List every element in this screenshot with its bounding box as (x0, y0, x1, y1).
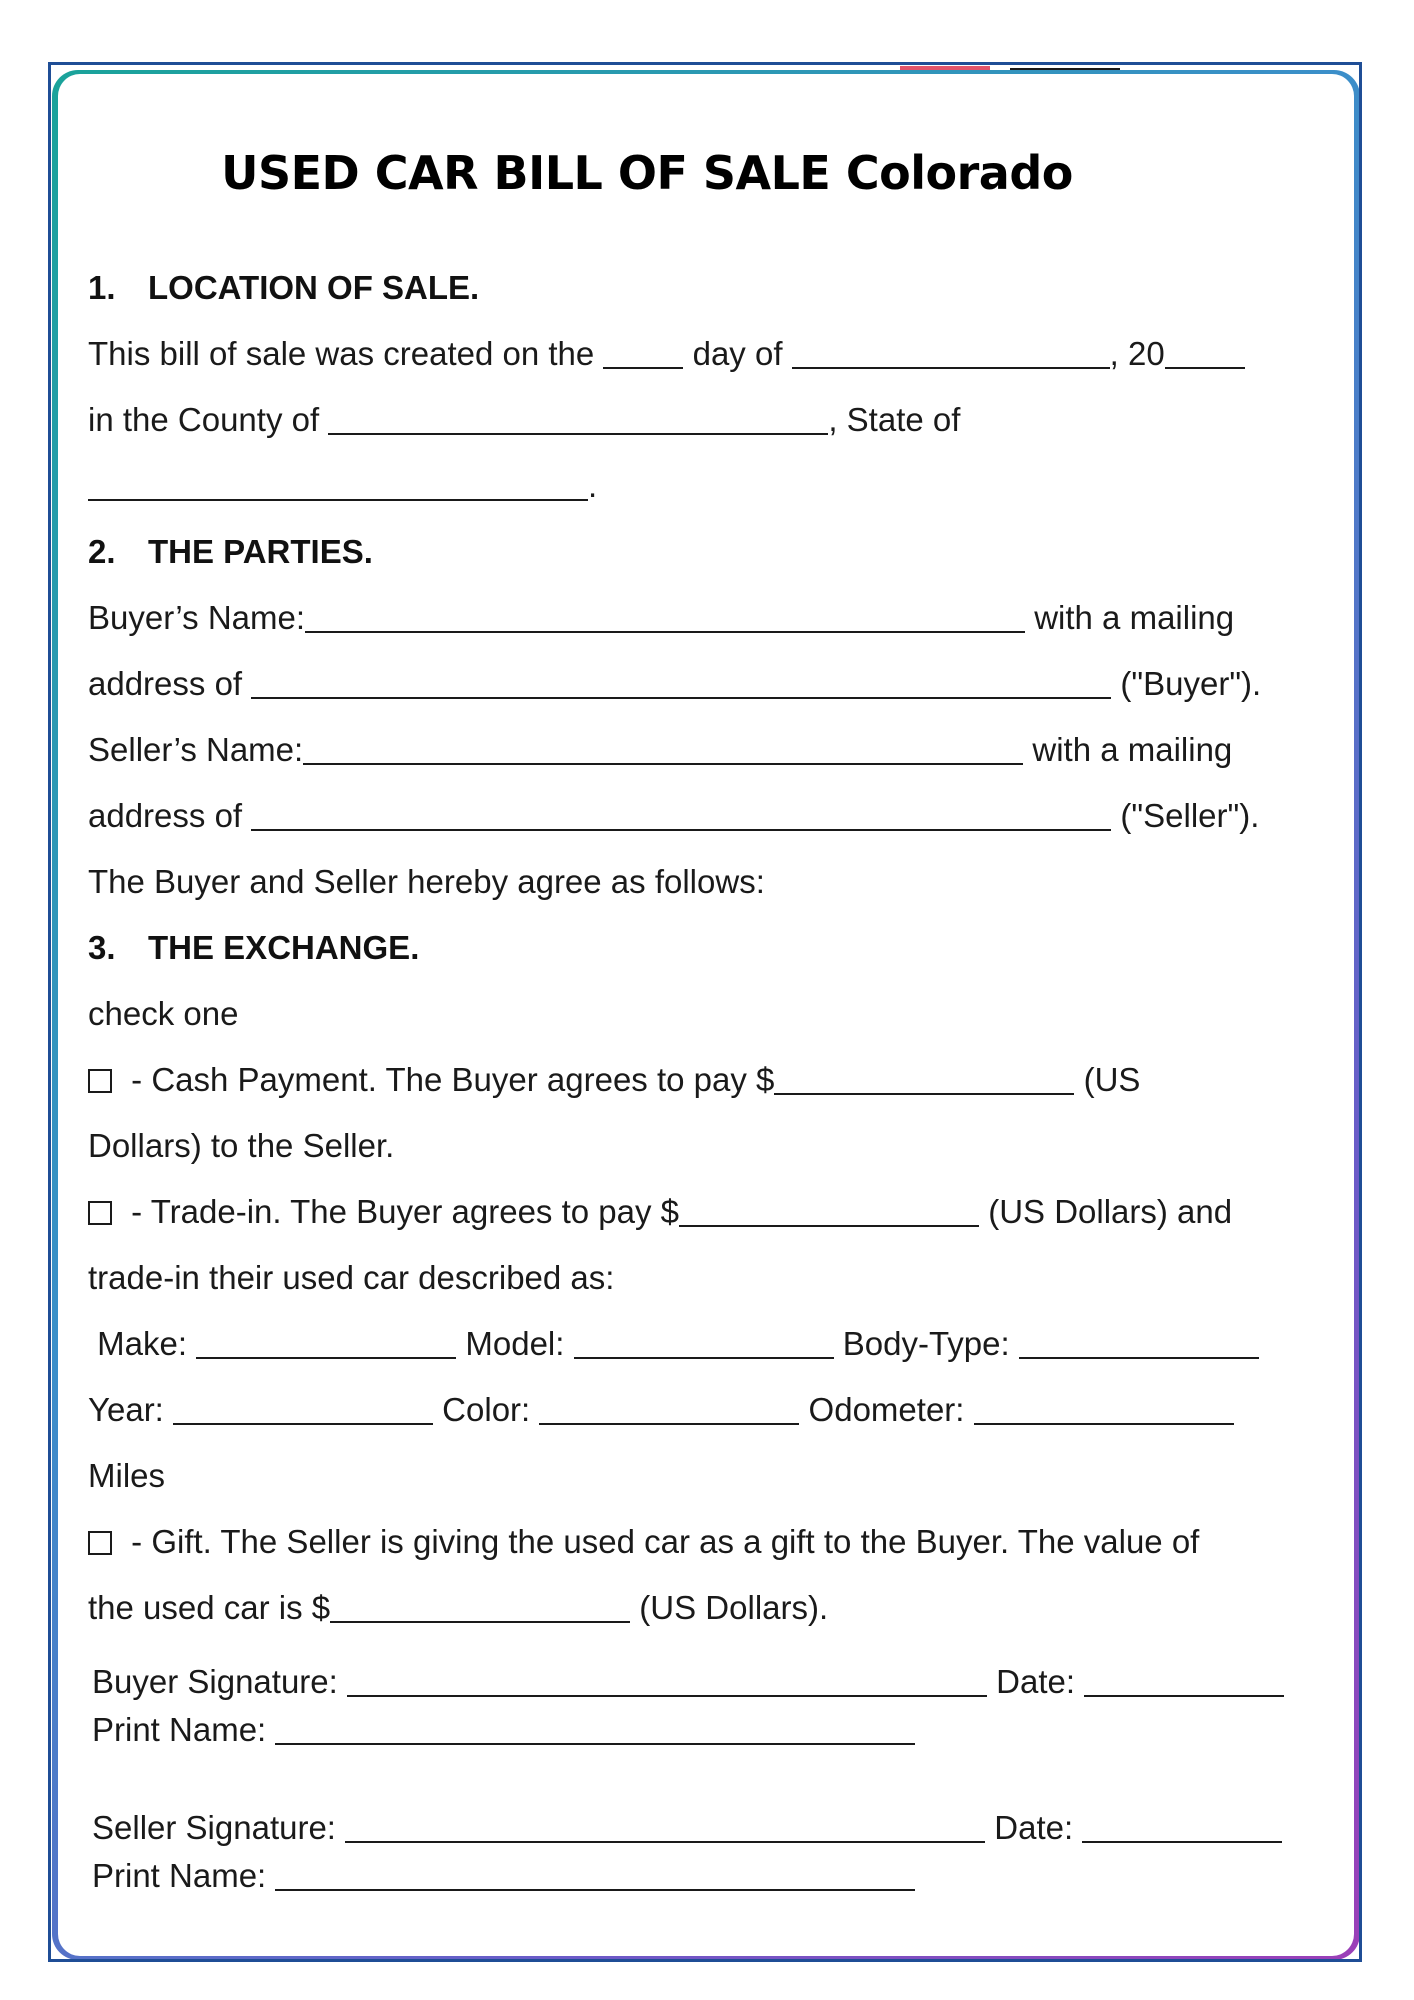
text-line: check one (88, 995, 239, 1032)
text: (US (1074, 1061, 1141, 1098)
text: ("Seller"). (1111, 797, 1260, 834)
text-line: The Buyer and Seller hereby agree as follows: (88, 863, 765, 900)
seller-address-field[interactable] (251, 799, 1111, 831)
seller-date-field[interactable] (1082, 1811, 1282, 1843)
text-line (88, 1390, 1234, 1430)
text: ("Buyer"). (1111, 665, 1262, 702)
buyer-address-field[interactable] (251, 667, 1111, 699)
text: , 20 (1109, 335, 1165, 372)
text: (US Dollars) and (979, 1193, 1233, 1230)
section-heading (88, 532, 373, 572)
text: Print Name: (92, 1857, 276, 1894)
buyer-signature-field[interactable] (347, 1665, 987, 1697)
text: Model: (456, 1325, 574, 1362)
text-line (88, 664, 1261, 704)
text-line (88, 1324, 1259, 1364)
gift-value-field[interactable] (330, 1591, 630, 1623)
text: Date: (985, 1809, 1083, 1846)
seller-signature-field[interactable] (345, 1811, 985, 1843)
cash-checkbox[interactable] (88, 1069, 112, 1093)
text-line (88, 1192, 1232, 1232)
seller-print-name-line (92, 1856, 915, 1896)
section-heading (88, 268, 479, 308)
text: address of (88, 665, 252, 702)
text: Odometer: (799, 1391, 974, 1428)
model-field[interactable] (574, 1327, 834, 1359)
text: address of (88, 797, 252, 834)
trade-in-checkbox[interactable] (88, 1201, 112, 1225)
text: This bill of sale was created on the (88, 335, 604, 372)
text-line (88, 796, 1259, 836)
text: Date: (986, 1663, 1085, 1700)
month-field[interactable] (792, 337, 1110, 369)
text-line (88, 1588, 828, 1628)
seller-signature-line (92, 1808, 1282, 1848)
text: Seller’s Name: (88, 731, 304, 768)
text-line: Miles (88, 1457, 166, 1494)
text: with a mailing (1025, 599, 1235, 636)
seller-name-field[interactable] (303, 733, 1023, 765)
text-line (88, 466, 597, 506)
text: , State of (828, 401, 961, 438)
text-line (88, 1522, 1199, 1562)
year-field[interactable] (1165, 337, 1245, 369)
buyer-name-field[interactable] (305, 601, 1025, 633)
text: Buyer Signature: (92, 1663, 347, 1700)
text: in the County of (88, 401, 329, 438)
text-line (88, 598, 1234, 638)
text: Buyer’s Name: (88, 599, 306, 636)
text: - Cash Payment. The Buyer agrees to pay $ (122, 1061, 775, 1098)
section-title: LOCATION OF SALE. (148, 269, 480, 306)
text: Print Name: (92, 1711, 276, 1748)
text-line (88, 400, 960, 440)
text: . (588, 467, 598, 504)
gift-checkbox[interactable] (88, 1531, 112, 1555)
text: (US Dollars). (630, 1589, 829, 1626)
text-line (88, 730, 1232, 770)
text: - Trade-in. The Buyer agrees to pay $ (122, 1193, 680, 1230)
text-line (88, 1060, 1140, 1100)
buyer-print-name-field[interactable] (275, 1713, 915, 1745)
text: Year: (88, 1391, 174, 1428)
day-field[interactable] (603, 337, 683, 369)
text: Color: (433, 1391, 540, 1428)
text: Body-Type: (833, 1325, 1019, 1362)
text-line: trade-in their used car described as: (88, 1259, 615, 1296)
document-title: USED CAR BILL OF SALE Colorado (221, 146, 1073, 200)
buyer-date-field[interactable] (1084, 1665, 1284, 1697)
seller-print-name-field[interactable] (275, 1859, 915, 1891)
text: the used car is $ (88, 1589, 331, 1626)
accent-stripe (900, 66, 990, 70)
section-title: THE PARTIES. (148, 533, 373, 570)
section-number: 3. (88, 929, 116, 966)
text: day of (683, 335, 792, 372)
text: - Gift. The Seller is giving the used car as a gift to the Buyer. The value of (122, 1523, 1200, 1560)
buyer-print-name-line (92, 1710, 915, 1750)
county-field[interactable] (328, 403, 828, 435)
body-type-field[interactable] (1019, 1327, 1259, 1359)
trade-amount-field[interactable] (679, 1195, 979, 1227)
text: with a mailing (1023, 731, 1233, 768)
text: Seller Signature: (92, 1809, 346, 1846)
vehicle-year-field[interactable] (173, 1393, 433, 1425)
text-line: Dollars) to the Seller. (88, 1127, 395, 1164)
accent-stripe (1010, 68, 1120, 70)
section-heading (88, 928, 419, 968)
text: Make: (88, 1325, 197, 1362)
section-number: 2. (88, 533, 116, 570)
buyer-signature-line (92, 1662, 1284, 1702)
text-line (88, 334, 1245, 374)
make-field[interactable] (196, 1327, 456, 1359)
section-title: THE EXCHANGE. (148, 929, 420, 966)
color-field[interactable] (539, 1393, 799, 1425)
section-number: 1. (88, 269, 116, 306)
state-field[interactable] (88, 469, 588, 501)
odometer-field[interactable] (974, 1393, 1234, 1425)
cash-amount-field[interactable] (774, 1063, 1074, 1095)
